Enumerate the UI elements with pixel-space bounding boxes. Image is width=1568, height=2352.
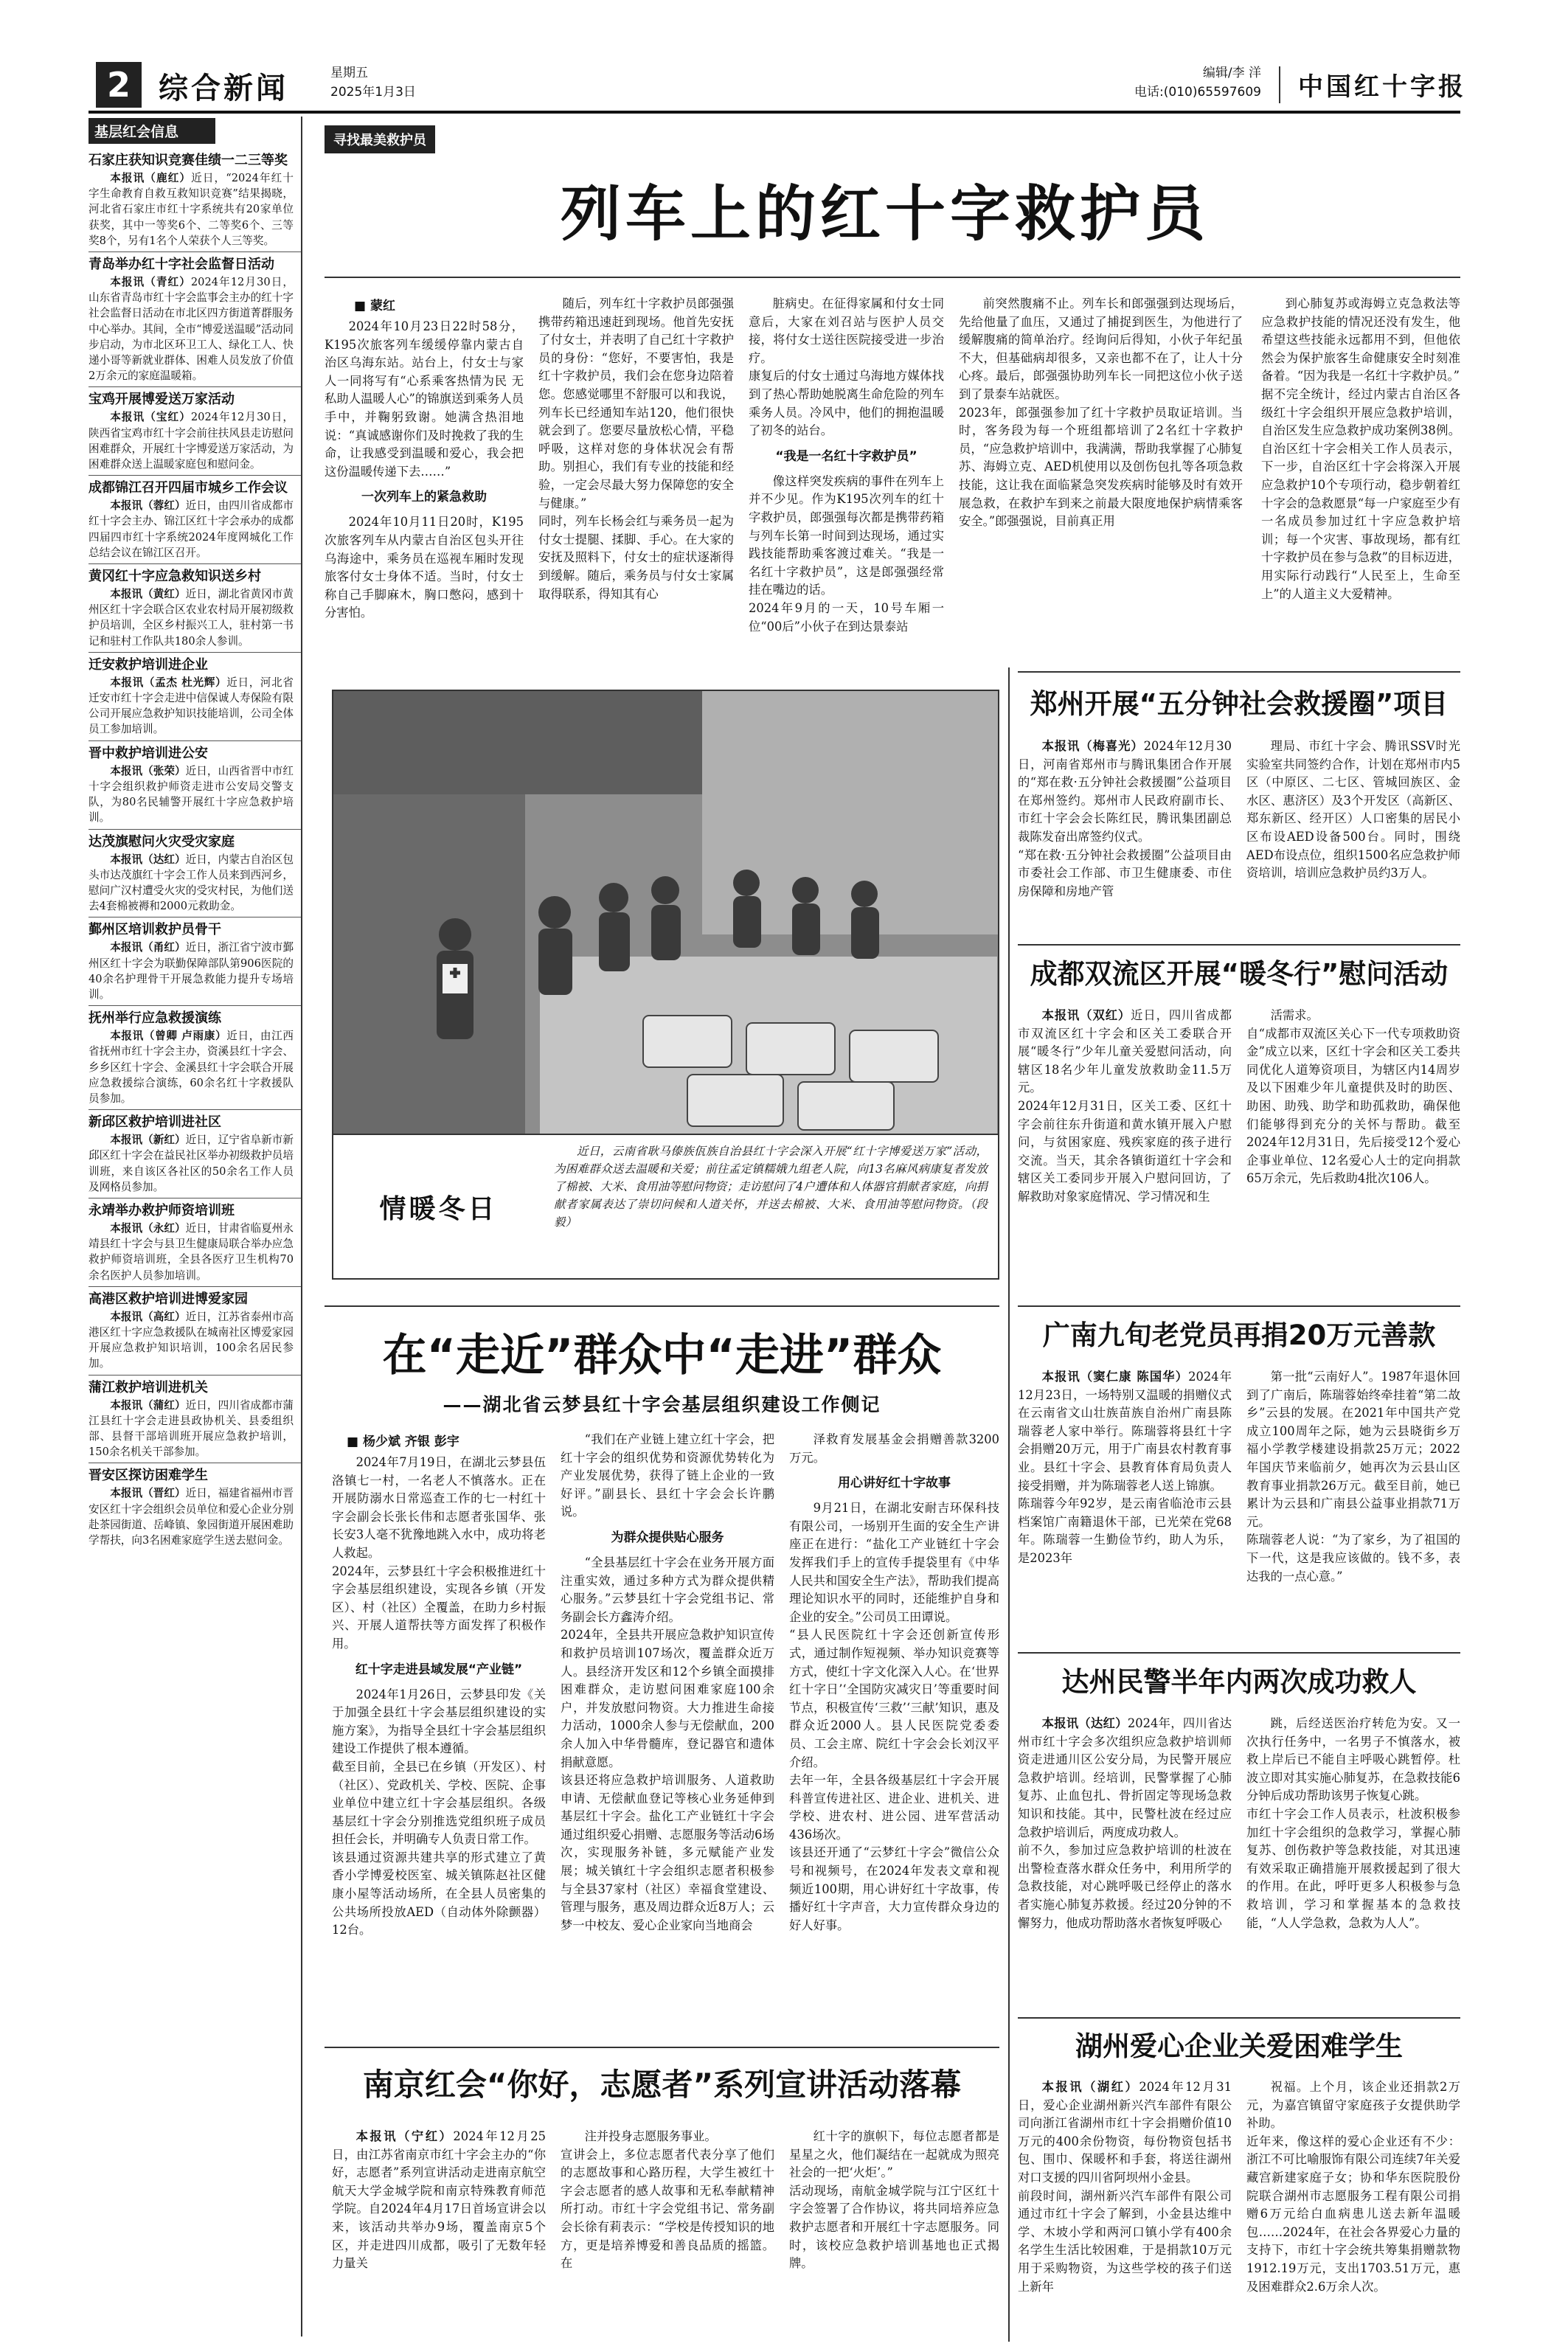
editor: 编辑/李 洋 xyxy=(1202,66,1261,80)
sidebar-item-byline: 本报讯（曾卿 卢雨康） xyxy=(110,1030,227,1043)
header-rule xyxy=(89,111,1460,114)
yunmeng-col3-text-b: 9月21日，在湖北安耐吉环保科技有限公司，一场别开生面的安全生产讲座正在进行：“盐化工产业链红十字会发挥我们手上的宣传手提袋里有《中华人民共和国安全生产法》，帮助我们提高理论知识水平的同时，还能维护自身和企业的安全。”公司员工田谭说。 “县人民医院红十字会还创新宣传形式，通过制作短视频、举办知识竞赛等方式，使红十字文化深入人心。在‘世界红十字日’‘全国防灾减灾日’等重要时间节点，积极宣传‘三救’‘三献’知识，惠及群众近2000人。县人民医院党委委员、工会主席、院红十字会会长刘汉平介绍。 去年一年，全县各级基层红十字会开展科普宣传进社区、进企业、进机关、进学校、进农村、进公园、进军营活动436场次。 该县还开通了“云梦红十字会”微信公众号和视频号，在2024年发表文章和视频近100期，用心讲好红十字故事，传播好红十字声音，大力宣传群众身边的好人好事。 xyxy=(789,1501,999,1932)
page-number: 2 xyxy=(96,62,142,108)
newspaper-name: 中国红十字报 xyxy=(1298,72,1466,102)
sidebar-news-item xyxy=(89,917,301,1005)
yunmeng-col1 xyxy=(332,1431,546,2036)
yunmeng-col1-text-b: 2024年1月26日，云梦县印发《关于加强全县红十字会基层组织建设的实施方案》，为指导全县红十字会基层组织建设工作提供了根本遵循。 截至目前，全县已在乡镇（开发区）、村（社区）、党政机关、学校、医院、企事业单位中建立红十字会基层组织。各级基层红十字会分别推选党组织班子成员担任会长，并明确专人负责日常工作。 该县通过资源共建共享的形式建立了黄香小学博爱校医室、城关镇陈赵社区健康小屋等活动场所，在全县人员密集的公共场所投放AED（自动体外除颤器）12台。 xyxy=(332,1687,546,1938)
sidebar-item-byline: 本报讯（新红） xyxy=(110,1134,186,1147)
sidebar-news-item xyxy=(89,148,301,251)
chengdu-col1 xyxy=(1018,1007,1232,1287)
sidebar-item-text: 近日，甘肃省临夏州永靖县红十字会与县卫生健康局联合举办应急救护师资培训班，全县各医疗卫生机构70余名医护人员参加培训。 xyxy=(89,1221,294,1282)
sidebar-news-item xyxy=(89,386,301,475)
yunmeng-subtitle: ——湖北省云梦县红十字会基层组织建设工作侧记 xyxy=(443,1394,881,1415)
chengdu-byline: 本报讯（双红） xyxy=(1041,1008,1131,1022)
sidebar-news-item xyxy=(89,563,301,652)
sidebar-item-title: 蒲江救护培训进机关 xyxy=(89,1379,208,1395)
sidebar-item-title: 成都锦江召开四届市城乡工作会议 xyxy=(89,480,288,496)
chengdu-col2: 活需求。 自“成都市双流区关心下一代专项救助资金”成立以来，区红十字会和区关工委共同优化人道筹资项目，为辖区内14周岁及以下困难少年儿童提供及时的助医、助困、助残、助学和助孤救助，确保他们能够得到充分的关怀与帮助。截至2024年12月31日，先后接受12个爱心企事业单位、12名爱心人士的定向捐款65万余元，先后救助4批次106人。 xyxy=(1246,1008,1460,1186)
story1-title: 列车上的红十字救护员 xyxy=(561,179,1210,249)
photo-frame xyxy=(332,690,999,1280)
sidebar-item-title: 永靖举办救护师资培训班 xyxy=(89,1202,235,1218)
zhengzhou-byline: 本报讯（梅喜光） xyxy=(1041,739,1144,753)
story1-subhead-1: 一次列车上的紧急救助 xyxy=(361,490,487,505)
photo-label: 情暖冬日 xyxy=(379,1193,498,1224)
sidebar-tag: 基层红会信息 xyxy=(89,118,215,144)
sidebar-news-item xyxy=(89,1109,301,1198)
sidebar-news-item xyxy=(89,652,301,740)
zhengzhou-text1: 2024年12月30日，河南省郑州市与腾讯集团合作开展的“郑在救·五分钟社会救援圈”公益项目在郑州签约。郑州市人民政府副市长、市红十字会会长陈红民，腾讯集团副总裁陈发奋出席签约仪式。 “郑在救·五分钟社会救援圈”公益项目由市委社会工作部、市卫生健康委、市住房保障和房地产管 xyxy=(1018,739,1232,898)
sidebar-item-byline: 本报讯（黄红） xyxy=(110,588,186,601)
sidebar-news-item xyxy=(89,475,301,563)
guangnan-byline: 本报讯（窦仁康 陈国华） xyxy=(1041,1370,1189,1384)
yunmeng-title: 在“走近”群众中“走进”群众 xyxy=(382,1330,942,1381)
nanjing-title: 南京红会“你好，志愿者”系列宣讲活动落幕 xyxy=(362,2067,962,2103)
sidebar-item-text: 近日，江苏省泰州市高港区红十字应急救援队在城南社区博爱家园开展应急救护知识培训，100余名居民参加。 xyxy=(89,1310,294,1370)
sidebar-item-title: 晋安区探访困难学生 xyxy=(89,1468,208,1484)
date: 2025年1月3日 xyxy=(330,85,416,100)
sidebar-item-text: 近日，山西省晋中市红十字会组织救护师资走进市公安局交警支队，为80名民辅警开展红十字应急救护培训。 xyxy=(89,764,294,825)
header-divider xyxy=(1279,66,1280,103)
rule-yunmeng xyxy=(325,1305,999,1307)
sidebar-item-byline: 本报讯（永红） xyxy=(110,1221,186,1235)
photo-image xyxy=(333,691,998,1134)
sidebar-item-byline: 本报讯（宝红） xyxy=(110,411,191,424)
story1-kicker: 寻找最美救护员 xyxy=(325,125,435,153)
sidebar-item-byline: 本报讯（蒲红） xyxy=(110,1398,186,1412)
guangnan-title: 广南九旬老党员再捐20万元善款 xyxy=(1042,1319,1436,1351)
yunmeng-col2-text-b: “全县基层红十字会在业务开展方面注重实效，通过多种方式为群众提供精心服务。”云梦县红十字会党组书记、常务副会长方鑫涛介绍。 2024年，全县共开展应急救护知识宣传和救护员培训107场次，覆盖群众近万人。县经济开发区和12个乡镇全面摸排困难群众，走访慰问困难家庭100余户，并发放慰问物资。大力推进生命接力活动，1000余人参与无偿献血，200余人加入中华骨髓库，登记器官和遗体捐献意愿。 该县还将应急救护培训服务、人道救助申请、无偿献血登记等核心业务延伸到基层红十字会。盐化工产业链红十字会通过组织爱心捐赠、志愿服务等活动6场次，实现服务补链，多元赋能产业发展；城关镇红十字会组织志愿者积极参与全县37家村（社区）幸福食堂建设、管理与服务，惠及周边群众近8万人；云梦一中校友、爱心企业家向当地商会 xyxy=(561,1555,774,1932)
sidebar-item-title: 黄冈红十字应急救知识送乡村 xyxy=(89,569,261,585)
dazhou-col2: 跳，后经送医治疗转危为安。又一次执行任务中，一名男子不慎落水，被救上岸后已不能自主呼吸心跳暂停。杜波立即对其实施心肺复苏，在急救技能6分钟后成功帮助该男子恢复心跳。 市红十字会工作人员表示，杜波积极参加红十字会组织的急救学习，掌握心肺复苏、创伤救护等急救技能，对其迅速有效采取正确措施开展救援起到了很大的作用。在此，呼吁更多人积极参与急救培训，学习和掌握基本的急救技能，“人人学急救，急救为人人”。 xyxy=(1246,1716,1460,1930)
chengdu-title: 成都双流区开展“暖冬行”慰问活动 xyxy=(1030,958,1449,990)
sidebar-item-byline: 本报讯（张荣） xyxy=(110,764,186,777)
sidebar-news-item xyxy=(89,1375,301,1463)
story1-col2: 随后，列车红十字救护员郎强强携带药箱迅速赶到现场。他首先安抚了付女士，并表明了自己红十字救护员的身份：“您好，不要害怕，我是红十字救护员，我们会在您身边陪着您。您感觉哪里不舒服可以和我说，列车长已经通知车站120，他们很快就会到了。您要尽量放松心情，平稳呼吸，这样对您的身体状况会有帮助。别担心，我们有专业的技能和经验，一定会尽最大努力保障您的安全与健康。” 同时，列车长杨会红与乘务员一起为付女士提腿、揉脚、手心。在大家的安抚及照料下，付女士的症状逐渐得到缓解。随后，乘务员与付女士家属取得联系，得知其有心 xyxy=(538,296,734,601)
dazhou-byline: 本报讯（达红） xyxy=(1041,1716,1128,1730)
sidebar-item-byline: 本报讯（晋红） xyxy=(110,1487,186,1500)
huzhou-col2: 祝福。上个月，该企业还捐款2万元，为嘉宫镇留守家庭孩子女提供助学补助。 近年来，像这样的爱心企业还有不少：浙江不可比喻服饰有限公司连续7年关爱藏宫新建家庭子女；协和华东医院股份院联合湖州市志愿服务工程有限公司捐赠6万元给白血病患儿送去新年温暖包……2024年，在社会各界爱心力量的支持下，市红十字会统共筹集捐赠款物1912.19万元，支出1703.51万元，惠及困难群众2.6万余人次。 xyxy=(1246,2080,1460,2294)
sidebar-item-text: 近日，福建省福州市晋安区红十字会组织会员单位和爱心企业分别赴茶园街道、岳峰镇、象园街道开展困难助学帮扶，向3名困难家庭学生送去慰问金。 xyxy=(89,1487,294,1547)
section-title: 综合新闻 xyxy=(159,72,288,105)
yunmeng-subhead-2: 为群众提供贴心服务 xyxy=(611,1530,724,1545)
rule-chengdu xyxy=(1018,944,1460,946)
story1-rule xyxy=(325,277,1460,278)
editor-info xyxy=(1033,63,1261,102)
sidebar-item-text: 近日，湖北省黄冈市黄州区红十字会联合区农业农村局开展初级救护员培训，全区乡村振兴工人，驻村第一书记和驻村工作队共180余人参训。 xyxy=(89,588,294,648)
sidebar-item-text: 近日，河北省迁安市红十字会走进中信保诚人寿保险有限公司开展应急救护知识技能培训，公司全体员工参加培训。 xyxy=(89,676,294,736)
sidebar-news-item xyxy=(89,1198,301,1286)
story1-col1-text-b: 2024年10月11日20时，K195次旅客列车从内蒙古自治区包头开往乌海途中，乘务员在巡视车厢时发现旅客付女士身体不适。当时，付女士称自己手脚麻木，胸口憋闷，感到十分害怕。 xyxy=(325,515,524,620)
nanjing-byline: 本报讯（宁红） xyxy=(355,2129,454,2143)
nanjing-col3: 红十字的旗帜下，每位志愿者都是星星之火，他们凝结在一起就成为照亮社会的一把‘火炬’。” 活动现场，南航金城学院与江宁区红十字会签署了合作协议，将共同培养应急救护志愿者和开展红十字志愿服务。同时，该校应急救护培训基地也正式揭牌。 xyxy=(789,2129,999,2271)
photo-caption-box xyxy=(333,1134,998,1278)
sidebar-list xyxy=(89,148,301,1551)
sidebar-news-item xyxy=(89,251,301,386)
story1-col3 xyxy=(749,295,944,649)
sidebar-item-title: 鄞州区培训救护员骨干 xyxy=(89,922,221,938)
photo-caption: 近日，云南省耿马傣族佤族自治县红十字会深入开展“红十字博爱送万家”活动，为困难群众送去温暖和关爱；前往孟定镇糯娥九组老人院，向13名麻风病康复者发放了棉被、大米、食用油等慰问物资；走访慰问了4户遭体和人体器官捐献者家庭，向捐献者家属表达了崇切问候和人道关怀，并送去棉被、大米、食用油等慰问物资。（段毅） xyxy=(554,1145,988,1229)
yunmeng-subhead-1: 红十字走进县域发展“产业链” xyxy=(355,1662,523,1677)
sidebar-item-title: 抚州举行应急救援演练 xyxy=(89,1010,221,1027)
sidebar-item-title: 迁安救护培训进企业 xyxy=(89,656,208,673)
rule-dazhou xyxy=(1018,1652,1460,1654)
guangnan-col2: 第一批“云南好人”。1987年退休回到了广南后，陈瑞蓉始终牵挂着“第二故乡”云县的发展。在2021年中国共产党成立100周年之际，她为云县晓街乡万福小学教学楼建设捐款25万元；2022年国庆节来临前夕，她再次为云县山区教育事业捐款26万元。截至目前，她已累计为云县和广南县公益事业捐款71万元。 陈瑞蓉老人说：“为了家乡，为了祖国的下一代，这是我应该做的。钱不多，表达我的一点心意。” xyxy=(1246,1370,1460,1583)
sidebar-item-text: 近日，辽宁省阜新市新邱区红十字会在益民社区举办初级救护员培训班，来自该区各社区的50余名工作人员及网格员参加。 xyxy=(89,1134,294,1193)
sidebar-item-byline: 本报讯（甬红） xyxy=(110,941,186,954)
story1-col4: 前突然腹痛不止。列车长和郎强强到达现场后，先给他量了血压，又通过了捕捉到医生，为他进行了缓解腹痛的简单治疗。经询问后得知，小伙子年纪虽不大，但基础病却很多，又亲也都不在了，让人十分心疼。最后，郎强强协助列车长一同把这位小伙子送到了景泰车站就医。 2023年，郎强强参加了红十字救护员取证培训。当时，客务段为每一个班组都培训了2名红十字救护员，“应急救护培训中，我满满，帮助我掌握了心肺复苏、海姆立克、AED机使用以及创伤包扎等各项急救技能，这让我在面临紧急突发疾病时能够及时有效开展急救，在救护车到来之前最大限度地保护病情乘客安全。”郎强强说，目前真正用 xyxy=(959,296,1243,529)
sidebar-news-item xyxy=(89,1005,301,1109)
sidebar-item-byline: 本报讯（达红） xyxy=(110,853,186,866)
chengdu-text1: 近日，四川省成都市双流区红十字会和区关工委联合开展“暖冬行”少年儿童关爱慰问活动，向辖区18名少年儿童发放救助金11.5万元。 2024年12月31日，区关工委、区红十字会前往东升街道和黄水镇开展入户慰问，与贫困家庭、残疾家庭的孩子进行交流。当天，其余各镇街道红十字会和辖区关工委同步开展入户慰问回访，了解救助对象家庭情况、学习情况和生 xyxy=(1018,1008,1232,1204)
dazhou-col1 xyxy=(1018,1715,1232,2002)
sidebar-item-byline: 本报讯（青红） xyxy=(110,276,191,289)
sidebar-item-text: 2024年12月30日，山东省青岛市红十字会监事会主办的红十字社会监督日活动在市北区四方街道菁群服务中心举办。其间，全市“博爱送温暖”活动同步启动，为市北区环卫工人、绿化工人、快递小哥等新就业群体、困难人员发放了价值2万余元的家庭温暖箱。 xyxy=(89,276,294,383)
sidebar-item-byline: 本报讯（孟杰 杜光辉） xyxy=(110,676,227,689)
story1-col3-text-a: 脏病史。在征得家属和付女士同意后，大家在刘召站与医护人员交接，将付女士送往医院接受进一步治疗。 康复后的付女士通过乌海地方媒体找到了热心帮助她脱离生命危险的列车乘务人员。冷风中，他们的拥抱温暖了初冬的站台。 xyxy=(749,296,944,438)
nanjing-col1 xyxy=(332,2128,546,2338)
huzhou-byline: 本报讯（湖红） xyxy=(1041,2080,1139,2094)
rule-nanjing xyxy=(325,2047,999,2048)
sidebar-news-item xyxy=(89,1286,301,1375)
sidebar-item-title: 达茂旗慰问火灾受灾家庭 xyxy=(89,833,235,850)
sidebar-item-title: 新邱区救护培训进社区 xyxy=(89,1114,221,1131)
yunmeng-col2-text-a: “我们在产业链上建立红十字会，把红十字会的组织优势和资源优势转化为产业发展优势，获得了链上企业的一致好评。”副县长、县红十字会会长许鹏说。 xyxy=(561,1432,774,1519)
yunmeng-col2 xyxy=(561,1431,774,2036)
yunmeng-col3-text-a: 泽救育发展基金会捐赠善款3200万元。 xyxy=(789,1432,999,1465)
huzhou-col1 xyxy=(1018,2078,1232,2340)
story1-col5: 到心肺复苏或海姆立克急救法等应急救护技能的情况还没有发生，他希望这些技能永远都用不到，但他依然会为保护旅客生命健康安全时刻准备着。“因为我是一名红十字救护员。” 据不完全统计，经过内蒙古自治区各级红十字会组织开展应急救护培训，自治区发生应急救护成功案例38例。自治区红十字会相关工作人员表示，下一步，自治区红十字会将深入开展应急救护10个专项行动，稳步朝着红十字会的急救愿景“每一户家庭至少有一名成员参加过红十字应急救护培训；每一个灾害、事故现场，都有红十字救护员在参与急救”的目标迈进，用实际行动践行“人民至上，生命至上”的人道主义大爱精神。 xyxy=(1261,296,1460,601)
story1-author: ■ 蒙红 xyxy=(354,299,395,313)
sidebar-item-text: 近日，内蒙古自治区包头市达茂旗红十字会工作人员来到西河乡，慰问广汉村遭受火灾的受灾村民，为他们送去4套棉被褥和2000元救助金。 xyxy=(89,853,294,913)
rule-zhengzhou xyxy=(1018,671,1460,673)
sidebar-item-text: 近日，由江西省抚州市红十字会主办，资溪县红十字会、乡乡区红十字会、金溪县红十字会联合开展应急救援综合演练，60余名红十字救援队员参加。 xyxy=(89,1030,294,1105)
sidebar-news-item xyxy=(89,1463,301,1551)
nanjing-text1: 2024年12月25日，由江苏省南京市红十字会主办的“你好，志愿者”系列宣讲活动走进南京航空航天大学金城学院和南京特殊教育师范学院。自2024年4月17日首场宣讲会以来，该活动共举办9场，覆盖南京5个区，并走进四川成都，吸引了无数年轻力量关 xyxy=(332,2129,546,2271)
issue-date xyxy=(330,63,416,102)
zhengzhou-col1 xyxy=(1018,738,1232,926)
rule-huzhou xyxy=(1018,2017,1460,2019)
huzhou-title: 湖州爱心企业关爱困难学生 xyxy=(1075,2030,1403,2062)
sidebar-news-item xyxy=(89,829,301,917)
phone: 电话:(010)65597609 xyxy=(1134,85,1261,100)
sidebar-item-title: 石家庄获知识竞赛佳绩一二三等奖 xyxy=(89,153,288,168)
sidebar-item-title: 青岛举办红十字社会监督日活动 xyxy=(89,257,274,273)
yunmeng-col1-text-a: 2024年7月19日，在湖北云梦县伍洛镇七一村，一名老人不慎落水。正在开展防溺水日常巡查工作的七一村红十字会副会长张长伟和志愿者张国华、张长安3人毫不犹豫地跳入水中，成功将老人救起。 2024年，云梦县红十字会积极推进红十字会基层组织建设，实现各乡镇（开发区）、村（社区）全覆盖，在助力乡村振兴、开展人道帮扶等方面发挥了积极作用。 xyxy=(332,1455,546,1651)
huzhou-text1: 2024年12月31日，爱心企业湖州新兴汽车部件有限公司向浙江省湖州市红十字会捐赠价值10万元的400余份物资，每份物资包括书包、围巾、保暖杯和手套，将送往湖州对口支援的四川省阿坝州小金县。 前段时间，湖州新兴汽车部件有限公司通过市红十字会了解到，小金县达维中学、木坡小学和两河口镇小学有400余名学生生活比较困难，于是捐款10万元用于采购物资，为这些学校的孩子们送上新年 xyxy=(1018,2080,1232,2294)
sidebar-item-text: 近日，由四川省成都市红十字会主办、锦江区红十字会承办的成都四届四市红十字系统2024年度网城化工作总结会议在锦江区召开。 xyxy=(89,499,294,559)
story1-col1-text-a: 2024年10月23日22时58分，K195次旅客列车缓缓停靠内蒙古自治区乌海东站。站台上，付女士与家人一同将写有“心系乘客热情为民 无私助人温暖人心”的锦旗送到乘务人员手中，并鞠躬致谢。她满含热泪地说：“真诚感谢你们及时挽救了我的生命，让我感受到温暖和爱心，我会把这份温暖传递下去……” xyxy=(325,319,524,479)
sidebar-item-byline: 本报讯（高红） xyxy=(110,1310,186,1323)
sidebar-item-title: 晋中救护培训进公安 xyxy=(89,745,208,761)
sidebar-item-title: 宝鸡开展博爱送万家活动 xyxy=(89,392,235,408)
nanjing-col2: 注并投身志愿服务事业。 宣讲会上，多位志愿者代表分享了他们的志愿故事和心路历程，大学生被红十字会志愿者的感人故事和无私奉献精神所打动。市红十字会党组书记、常务副会长徐有莉表示：“学校是传授知识的地方，更是培养博爱和善良品质的摇篮。在 xyxy=(561,2129,774,2271)
story1-col3-text-b: 像这样突发疾病的事件在列车上并不少见。作为K195次列车的红十字救护员，郎强强每次都是携带药箱与列车长第一时间到达现场，通过实践技能帮助乘客渡过难关。“我是一名红十字救护员”，这是郎强强经常挂在嘴边的话。 2024年9月的一天，10号车厢一位“00后”小伙子在到达景泰站 xyxy=(749,473,944,634)
rule-guangnan xyxy=(1018,1305,1460,1307)
sidebar-item-text: 2024年12月30日，陕西省宝鸡市红十字会前往扶风县走访慰问困难群众，开展红十字博爱送万家活动，为困难群众送上温暖家庭包和慰问金。 xyxy=(89,411,294,471)
zhengzhou-title: 郑州开展“五分钟社会救援圈”项目 xyxy=(1030,688,1449,720)
guangnan-text1: 2024年12月23日，一场特别又温暖的捐赠仪式在云南省文山壮族苗族自治州广南县陈瑞蓉老人家中举行。陈瑞蓉将县红十字会捐赠20万元，用于广南县农村教育事业。县红十字会、县教育体育局负责人接受捐赠，并为陈瑞蓉老人送上锦旗。 陈瑞蓉今年92岁，是云南省临沧市云县档案馆广南籍退休干部，已光荣在党68年。陈瑞蓉一生勤俭节约，助人为乐，是2023年 xyxy=(1018,1370,1232,1565)
guangnan-col1 xyxy=(1018,1368,1232,1645)
sidebar-item-text: 近日，浙江省宁波市鄞州区红十字会为联勤保障部队第906医院的40余名护理骨干开展急救能力提升专场培训。 xyxy=(89,941,294,1001)
yunmeng-col3 xyxy=(789,1431,999,2036)
dazhou-title: 达州民警半年内两次成功救人 xyxy=(1061,1666,1417,1698)
sidebar-item-byline: 本报讯（蓉红） xyxy=(110,499,186,513)
dazhou-text1: 2024年，四川省达州市红十字会多次组织应急救护培训师资走进通川区公安分局，为民警开展应急救护培训。经培训，民警掌握了心肺复苏、止血包扎、骨折固定等现场急救知识和技能。其中，民警杜波在经过应急救护培训后，两度成功救人。 前不久，参加过应急救护培训的杜波在出警检查落水群众任务中，利用所学的急救技能，对心跳呼吸已经停止的落水者实施心肺复苏救援。经过20分钟的不懈努力，他成功帮助落水者恢复呼吸心 xyxy=(1018,1716,1232,1930)
sidebar-item-title: 高港区救护培训进博爱家园 xyxy=(89,1291,248,1307)
weekday: 星期五 xyxy=(330,66,368,80)
yunmeng-author: ■ 杨少斌 齐银 彭宇 xyxy=(347,1435,459,1449)
sidebar-item-text: 近日，四川省成都市蒲江县红十字会走进县政协机关、县委组织部、县督干部培训班开展应急救护培训，150余名机关干部参加。 xyxy=(89,1398,294,1459)
sidebar xyxy=(89,117,302,2337)
yunmeng-subhead-3: 用心讲好红十字故事 xyxy=(838,1476,951,1491)
zhengzhou-col2: 理局、市红十字会、腾讯SSV时光实验室共同签约合作，计划在郑州市内5区（中原区、二七区、管城回族区、金水区、惠济区）及3个开发区（高新区、郑东新区、经开区）人口密集的居民小区布设AED设备500台。同时，围绕AED布设点位，组织1500名应急救护师资培训，培训应急救护员约3万人。 xyxy=(1246,739,1460,881)
sidebar-item-byline: 本报讯（鹿红） xyxy=(110,172,192,184)
sidebar-item-text: 近日，“2024年红十字生命教育自救互救知识竞赛”结果揭晓，河北省石家庄市红十字系统共有20家单位获奖，其中一等奖6个、二等奖6个、三等奖8个，另有1名个人荣获个人三等奖。 xyxy=(89,172,294,247)
story1-col1 xyxy=(325,295,524,649)
story1-subhead-2: “我是一名红十字救护员” xyxy=(775,448,917,464)
column-divider-right xyxy=(1008,667,1010,2342)
sidebar-news-item xyxy=(89,740,301,829)
